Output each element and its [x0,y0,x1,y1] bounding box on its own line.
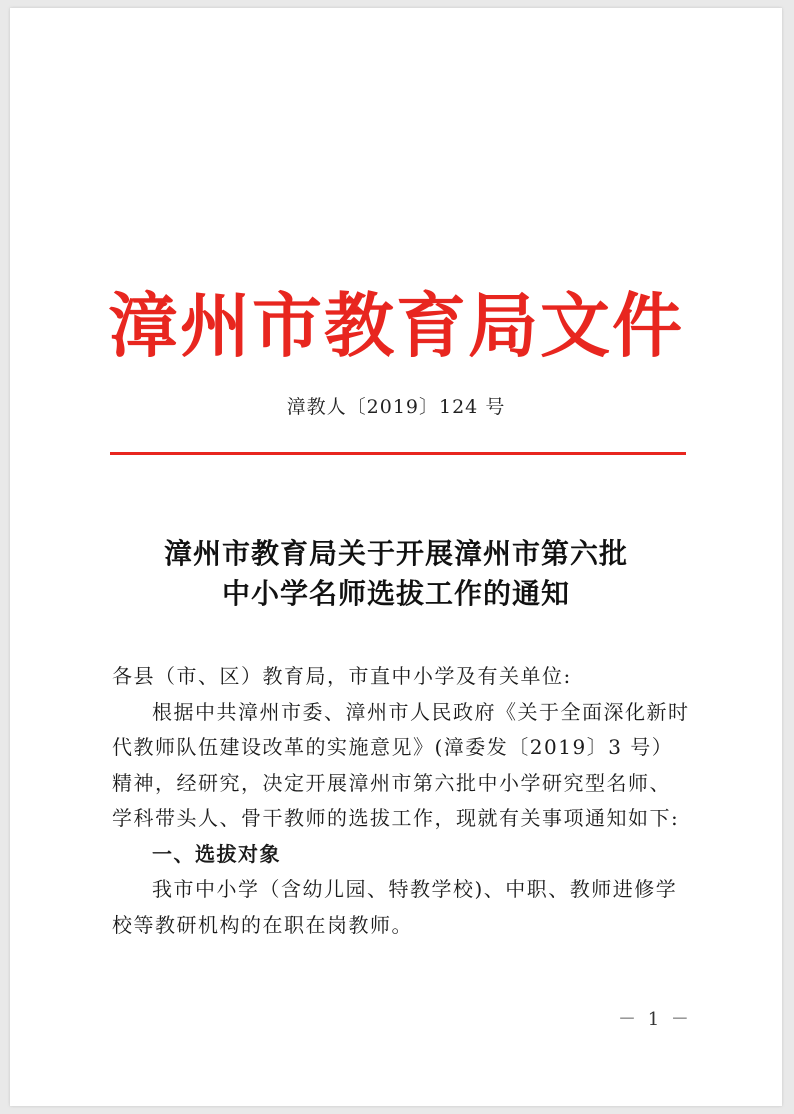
document-page [10,8,782,1106]
salutation: 各县（市、区）教育局，市直中小学及有关单位: [112,664,572,688]
section-1-text: 我市中小学（含幼儿园、特教学校)、中职、教师进修学校等教研机构的在职在岗教师。 [112,877,678,937]
paragraph-intro: 根据中共漳州市委、漳州市人民政府《关于全面深化新时代教师队伍建设改革的实施意见》(漳委发〔2019〕3 号）精神，经研究，决定开展漳州市第六批中小学研究型名师、学科带头人、骨干教师的选拔工作，现就有关事项通知如下: [112,699,690,830]
red-divider-line [110,452,686,455]
document-title-line-2: 中小学名师选拔工作的通知 [221,577,570,610]
issuer-header-title: 漳州市教育局文件 [108,284,684,367]
document-number: 漳教人〔2019〕124 号 [286,396,506,418]
section-heading-1: 一、选拔对象 [152,841,281,866]
page-number: － 1 － [618,1009,692,1030]
document-body [112,659,692,943]
document-title-line-1: 漳州市教育局关于开展漳州市第六批 [163,537,628,570]
document-title [10,534,782,614]
